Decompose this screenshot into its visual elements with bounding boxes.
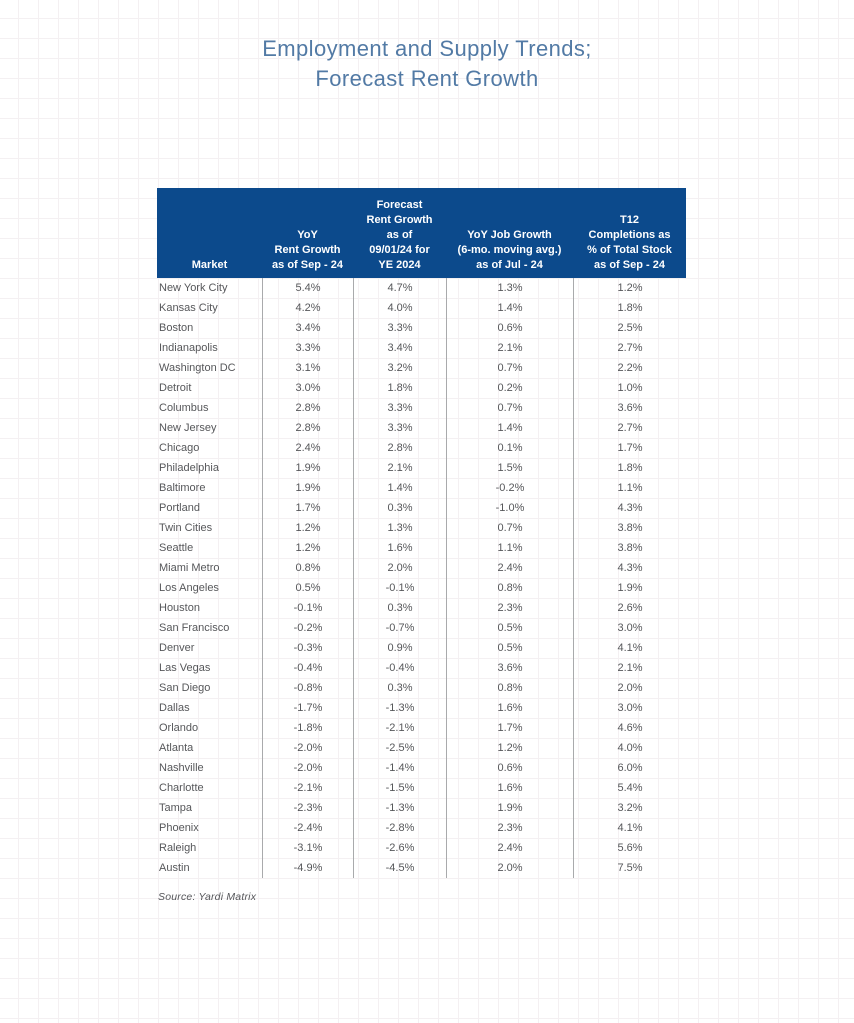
value-cell: 2.4%	[446, 838, 573, 858]
value-cell: -0.8%	[262, 678, 353, 698]
value-cell: 0.7%	[446, 398, 573, 418]
value-cell: 0.3%	[353, 678, 446, 698]
value-cell: -1.7%	[262, 698, 353, 718]
table-row	[157, 598, 686, 618]
market-cell: Atlanta	[159, 742, 194, 754]
table-row	[157, 778, 686, 798]
market-cell: Los Angeles	[159, 582, 219, 594]
market-cell: New Jersey	[159, 422, 217, 434]
value-cell: -0.2%	[446, 478, 573, 498]
value-cell: 1.4%	[446, 298, 573, 318]
market-cell: Indianapolis	[159, 342, 218, 354]
table-row	[157, 398, 686, 418]
value-cell: 3.3%	[353, 318, 446, 338]
value-cell: 3.4%	[353, 338, 446, 358]
value-cell: 1.5%	[446, 458, 573, 478]
market-cell: Portland	[159, 502, 200, 514]
table-row	[157, 678, 686, 698]
value-cell: -1.5%	[353, 778, 446, 798]
table-row	[157, 698, 686, 718]
market-cell: Seattle	[159, 542, 194, 554]
value-cell: -2.8%	[353, 818, 446, 838]
value-cell: 3.0%	[262, 378, 353, 398]
value-cell: 0.7%	[446, 518, 573, 538]
table-row	[157, 818, 686, 838]
header-cell: Forecast Rent Growth as of 09/01/24 for YE 2024	[366, 199, 433, 271]
market-cell: Raleigh	[159, 842, 197, 854]
table-row	[157, 378, 686, 398]
value-cell: 3.2%	[573, 798, 686, 818]
table-row	[157, 498, 686, 518]
value-cell: 2.0%	[353, 558, 446, 578]
market-cell: Las Vegas	[159, 662, 211, 674]
value-cell: 2.4%	[262, 438, 353, 458]
value-cell: 1.1%	[446, 538, 573, 558]
value-cell: 0.8%	[446, 678, 573, 698]
value-cell: -1.8%	[262, 718, 353, 738]
source-note: Source: Yardi Matrix	[158, 891, 257, 903]
value-cell: 0.7%	[446, 358, 573, 378]
value-cell: -3.1%	[262, 838, 353, 858]
market-cell: Dallas	[159, 702, 190, 714]
value-cell: 1.2%	[262, 538, 353, 558]
table-row	[157, 418, 686, 438]
table-row	[157, 798, 686, 818]
market-cell: Boston	[159, 322, 194, 334]
page-title-line-1: Employment and Supply Trends;	[262, 36, 592, 61]
value-cell: 1.2%	[446, 738, 573, 758]
market-cell: Chicago	[159, 442, 200, 454]
value-cell: 2.7%	[573, 338, 686, 358]
value-cell: -0.3%	[262, 638, 353, 658]
market-cell: Twin Cities	[159, 522, 213, 534]
value-cell: -2.6%	[353, 838, 446, 858]
header-cell: Market	[191, 259, 228, 271]
table-row	[157, 478, 686, 498]
value-cell: 3.1%	[262, 358, 353, 378]
table-row	[157, 718, 686, 738]
table-row	[157, 438, 686, 458]
value-cell: 2.0%	[446, 858, 573, 878]
table-row	[157, 358, 686, 378]
value-cell: 2.8%	[262, 418, 353, 438]
value-cell: 2.6%	[573, 598, 686, 618]
table-row	[157, 758, 686, 778]
value-cell: 3.6%	[446, 658, 573, 678]
value-cell: 3.2%	[353, 358, 446, 378]
value-cell: -2.5%	[353, 738, 446, 758]
value-cell: 1.8%	[573, 458, 686, 478]
value-cell: -2.0%	[262, 758, 353, 778]
market-cell: San Francisco	[159, 622, 230, 634]
table-row	[157, 458, 686, 478]
value-cell: -2.1%	[353, 718, 446, 738]
value-cell: 1.6%	[353, 538, 446, 558]
table-body	[157, 278, 686, 878]
value-cell: 1.6%	[446, 778, 573, 798]
value-cell: 2.7%	[573, 418, 686, 438]
value-cell: 0.5%	[446, 618, 573, 638]
value-cell: 1.9%	[446, 798, 573, 818]
value-cell: 0.3%	[353, 498, 446, 518]
value-cell: 4.7%	[353, 278, 446, 298]
value-cell: -1.3%	[353, 798, 446, 818]
market-cell: Detroit	[159, 382, 192, 394]
value-cell: 5.4%	[573, 778, 686, 798]
value-cell: 3.3%	[353, 398, 446, 418]
value-cell: -0.7%	[353, 618, 446, 638]
market-cell: Orlando	[159, 722, 199, 734]
value-cell: -4.5%	[353, 858, 446, 878]
value-cell: 7.5%	[573, 858, 686, 878]
value-cell: 1.6%	[446, 698, 573, 718]
value-cell: 6.0%	[573, 758, 686, 778]
value-cell: 2.5%	[573, 318, 686, 338]
value-cell: 4.0%	[353, 298, 446, 318]
table-row	[157, 738, 686, 758]
value-cell: 4.1%	[573, 818, 686, 838]
value-cell: 1.4%	[353, 478, 446, 498]
table-row	[157, 518, 686, 538]
value-cell: 4.6%	[573, 718, 686, 738]
value-cell: 4.3%	[573, 558, 686, 578]
table-header-row	[157, 188, 686, 278]
value-cell: 1.8%	[353, 378, 446, 398]
table-row	[157, 298, 686, 318]
value-cell: 3.8%	[573, 518, 686, 538]
value-cell: 2.1%	[446, 338, 573, 358]
value-cell: 0.9%	[353, 638, 446, 658]
value-cell: 5.6%	[573, 838, 686, 858]
market-cell: Houston	[159, 602, 200, 614]
value-cell: 5.4%	[262, 278, 353, 298]
table-row	[157, 638, 686, 658]
value-cell: 1.7%	[446, 718, 573, 738]
market-cell: Charlotte	[159, 782, 204, 794]
market-cell: Denver	[159, 642, 195, 654]
value-cell: 0.8%	[446, 578, 573, 598]
value-cell: -2.4%	[262, 818, 353, 838]
value-cell: 1.4%	[446, 418, 573, 438]
value-cell: 1.7%	[573, 438, 686, 458]
value-cell: 3.0%	[573, 698, 686, 718]
page-title-line-2: Forecast Rent Growth	[315, 66, 539, 91]
value-cell: 2.3%	[446, 818, 573, 838]
table-row	[157, 858, 686, 878]
value-cell: 1.9%	[262, 478, 353, 498]
value-cell: 4.0%	[573, 738, 686, 758]
value-cell: 3.3%	[262, 338, 353, 358]
value-cell: 3.0%	[573, 618, 686, 638]
value-cell: -0.4%	[353, 658, 446, 678]
market-cell: Baltimore	[159, 482, 206, 494]
value-cell: 2.3%	[446, 598, 573, 618]
value-cell: 2.4%	[446, 558, 573, 578]
value-cell: 2.8%	[262, 398, 353, 418]
value-cell: 2.0%	[573, 678, 686, 698]
value-cell: -2.3%	[262, 798, 353, 818]
table-row	[157, 658, 686, 678]
value-cell: -2.0%	[262, 738, 353, 758]
market-cell: Philadelphia	[159, 462, 219, 474]
page-title	[0, 34, 854, 94]
value-cell: 1.2%	[262, 518, 353, 538]
table-row	[157, 558, 686, 578]
value-cell: 1.8%	[573, 298, 686, 318]
market-cell: San Diego	[159, 682, 211, 694]
value-cell: -1.3%	[353, 698, 446, 718]
value-cell: 1.7%	[262, 498, 353, 518]
value-cell: 3.6%	[573, 398, 686, 418]
value-cell: 0.6%	[446, 758, 573, 778]
value-cell: 0.6%	[446, 318, 573, 338]
value-cell: 1.2%	[573, 278, 686, 298]
value-cell: 0.5%	[262, 578, 353, 598]
value-cell: -0.4%	[262, 658, 353, 678]
header-cell: T12 Completions as % of Total Stock as of Sep - 24	[587, 214, 672, 271]
value-cell: 2.1%	[573, 658, 686, 678]
value-cell: 1.0%	[573, 378, 686, 398]
value-cell: -4.9%	[262, 858, 353, 878]
table-row	[157, 838, 686, 858]
value-cell: -1.4%	[353, 758, 446, 778]
market-cell: Miami Metro	[159, 562, 220, 574]
value-cell: 0.1%	[446, 438, 573, 458]
value-cell: -2.1%	[262, 778, 353, 798]
market-cell: Phoenix	[159, 822, 199, 834]
value-cell: 1.3%	[446, 278, 573, 298]
value-cell: 0.5%	[446, 638, 573, 658]
value-cell: -0.2%	[262, 618, 353, 638]
market-cell: Tampa	[159, 802, 193, 814]
value-cell: 3.3%	[353, 418, 446, 438]
value-cell: 4.3%	[573, 498, 686, 518]
value-cell: 2.8%	[353, 438, 446, 458]
header-cell: YoY Job Growth (6-mo. moving avg.) as of Jul - 24	[457, 229, 562, 271]
value-cell: 3.4%	[262, 318, 353, 338]
value-cell: 4.1%	[573, 638, 686, 658]
table-row	[157, 578, 686, 598]
value-cell: 2.1%	[353, 458, 446, 478]
value-cell: 1.1%	[573, 478, 686, 498]
market-cell: New York City	[159, 282, 228, 294]
table-row	[157, 338, 686, 358]
market-cell: Washington DC	[159, 362, 236, 374]
market-cell: Columbus	[159, 402, 209, 414]
value-cell: 0.3%	[353, 598, 446, 618]
value-cell: 3.8%	[573, 538, 686, 558]
data-table	[157, 188, 686, 878]
table-row	[157, 618, 686, 638]
value-cell: 2.2%	[573, 358, 686, 378]
market-cell: Austin	[159, 862, 190, 874]
market-cell: Nashville	[159, 762, 204, 774]
value-cell: 4.2%	[262, 298, 353, 318]
value-cell: -1.0%	[446, 498, 573, 518]
market-cell: Kansas City	[159, 302, 218, 314]
value-cell: 1.3%	[353, 518, 446, 538]
table-row	[157, 538, 686, 558]
table-row	[157, 278, 686, 298]
value-cell: 0.2%	[446, 378, 573, 398]
table-row	[157, 318, 686, 338]
value-cell: 0.8%	[262, 558, 353, 578]
value-cell: 1.9%	[262, 458, 353, 478]
value-cell: -0.1%	[353, 578, 446, 598]
value-cell: 1.9%	[573, 578, 686, 598]
header-cell: YoY Rent Growth as of Sep - 24	[272, 229, 343, 271]
value-cell: -0.1%	[262, 598, 353, 618]
